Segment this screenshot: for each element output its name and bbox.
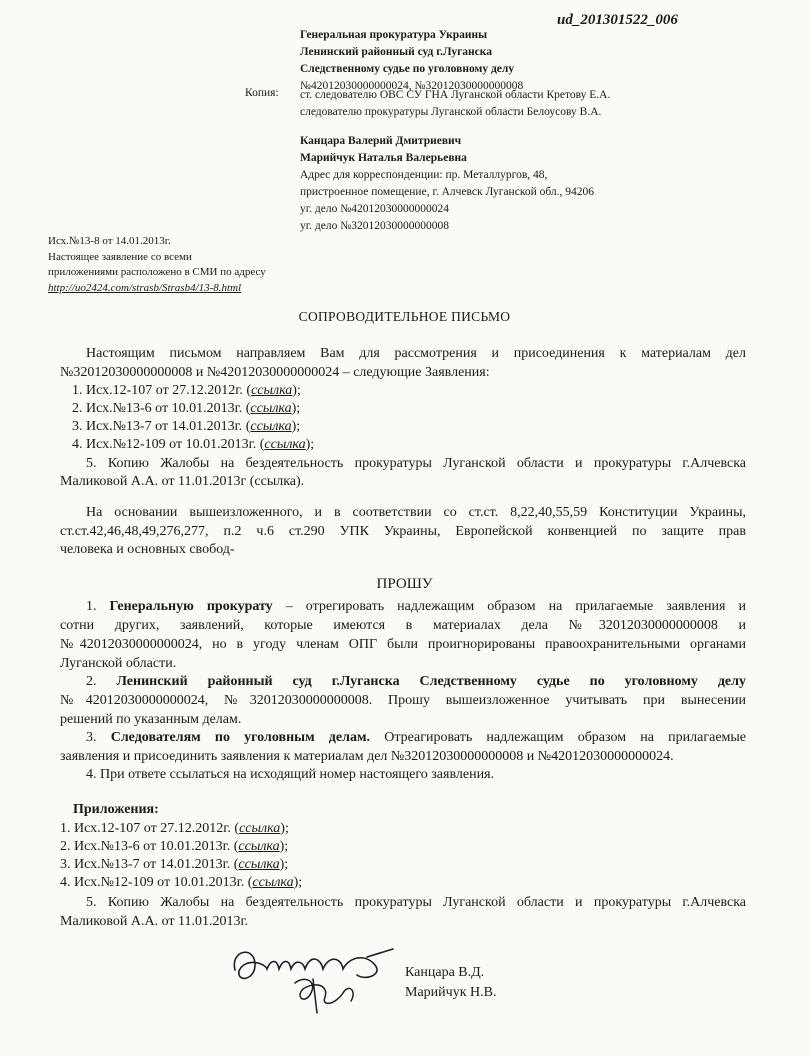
sender-line: Канцара Валерий Дмитриевич xyxy=(300,135,462,147)
recipient-line: Следственному судье по уголовному делу xyxy=(300,63,515,75)
case-line: уг. дело №32012030000000008 xyxy=(300,220,449,232)
basis-line-1: На основании вышеизложенного, и в соответствии со ст.ст. 8,22,40,55,59 Конституции Украины, xyxy=(86,505,746,520)
basis-line-2: ст.ст.42,46,48,49,276,277, п.2 ч.6 ст.290 УПК Украины, Европейской конвенцией по защите прав xyxy=(60,524,746,539)
senders-block xyxy=(300,133,594,235)
side-note-line: Настоящее заявление со всеми xyxy=(48,250,192,263)
request-2-line-3: решений по указанным делам. xyxy=(60,712,242,727)
signer-name: Марийчук Н.В. xyxy=(405,985,497,1000)
request-heading: ПРОШУ xyxy=(376,576,433,592)
address-line: пристроенное помещение, г. Алчевск Луганской обл., 94206 xyxy=(300,186,595,198)
side-note-line: приложениями расположено в СМИ по адресу xyxy=(48,266,266,278)
intro-line-1: Настоящим письмом направляем Вам для рассмотрения и присоединения к материалам дел xyxy=(86,346,746,361)
item5-line-1: 5. Копию Жалобы на бездеятельность прокуратуры Луганской области и прокуратуры г.Алчевска xyxy=(86,456,746,471)
copy-line: следователю прокуратуры Луганской области Белоусову В.А. xyxy=(300,106,602,118)
attachment5-line-1: 5. Копию Жалобы на бездеятельность прокуратуры Луганской области и прокуратуры г.Алчевска xyxy=(86,895,746,910)
attachment-item: 1. Исх.12-107 от 27.12.2012г. (ссылка); xyxy=(60,821,289,836)
list-item: 1. Исх.12-107 от 27.12.2012г. (ссылка); xyxy=(72,383,301,398)
link[interactable]: ссылка xyxy=(264,437,306,452)
attachment-item: 4. Исх.№12-109 от 10.01.2013г. (ссылка); xyxy=(60,875,303,890)
copy-line: ст. следователю ОВС СУ ГНА Луганской области Кретову Е.А. xyxy=(300,89,611,101)
side-note-line: Исх.№13-8 от 14.01.2013г. xyxy=(48,235,171,247)
attachment5-line-2: Маликовой А.А. от 11.01.2013г. xyxy=(60,914,249,929)
link[interactable]: ссылка xyxy=(250,401,292,416)
basis-line-3: человека и основных свобод- xyxy=(60,542,235,557)
signature-scribble xyxy=(225,935,405,1015)
side-note-url[interactable]: http://uo2424.com/strasb/Strasb4/13-8.html xyxy=(48,281,242,294)
request-2-line-1: 2. Ленинский районный суд г.Луганска Следственному судье по уголовному делу xyxy=(86,674,746,689)
request-2-line-2: №42012030000000024, №32012030000000008. Прошу вышеизложенное учитывать при вынесении xyxy=(60,693,746,708)
sender-line: Марийчук Наталья Валерьевна xyxy=(300,152,467,164)
request-1-line-2: сотни других, заявлений, которые имеются в материалах дела №32012030000000008 и xyxy=(60,618,746,633)
recipient-line: Ленинский районный суд г.Луганска xyxy=(300,46,492,58)
request-4: 4. При ответе ссылаться на исходящий номер настоящего заявления. xyxy=(86,767,495,782)
signature-names xyxy=(405,963,496,1003)
attachment-item: 3. Исх.№13-7 от 14.01.2013г. (ссылка); xyxy=(60,857,289,872)
document-title: СОПРОВОДИТЕЛЬНОЕ ПИСЬМО xyxy=(298,309,511,324)
side-note xyxy=(48,234,266,296)
request-1-line-1: 1. Генеральную прокурату – отрегировать надлежащим образом на прилагаемые заявления и xyxy=(86,599,747,614)
address-line: Адрес для корреспонденции: пр. Металлургов, 48, xyxy=(300,169,548,181)
recipient-line: №42012030000000024, №32012030000000008 xyxy=(300,80,524,92)
link[interactable]: ссылка xyxy=(239,821,281,836)
link[interactable]: ссылка xyxy=(252,875,294,890)
link[interactable]: ссылка xyxy=(251,383,293,398)
attachment-item: 2. Исх.№13-6 от 10.01.2013г. (ссылка); xyxy=(60,839,289,854)
list-item: 4. Исх.№12-109 от 10.01.2013г. (ссылка); xyxy=(72,437,315,452)
copy-block xyxy=(300,87,610,121)
request-3-line-2: заявления и присоединить заявления к материалам дел №32012030000000008 и №42012030000000024. xyxy=(60,749,674,764)
recipients-block xyxy=(300,27,523,95)
list-item: 3. Исх.№13-7 от 14.01.2013г. (ссылка); xyxy=(72,419,301,434)
link[interactable]: ссылка xyxy=(238,839,280,854)
link[interactable]: ссылка xyxy=(238,857,280,872)
request-3-line-1: 3. Следователям по уголовным делам. Отреагировать надлежащим образом на прилагаемые xyxy=(86,730,747,745)
recipient-line: Генеральная прокуратура Украины xyxy=(300,29,488,41)
item5-line-2: Маликовой А.А. от 11.01.2013г (ссылка). xyxy=(60,474,305,489)
signer-name: Канцара В.Д. xyxy=(405,965,485,980)
request-1-line-3: №42012030000000024, но в угоду членам ОПГ были проигнорированы правоохранительными органами xyxy=(60,637,746,652)
request-1-line-4: Луганской области. xyxy=(60,656,177,671)
document-id: ud_201301522_006 xyxy=(557,12,678,28)
copy-label: Копия: xyxy=(245,87,279,99)
attachments-heading: Приложения: xyxy=(73,802,159,817)
case-line: уг. дело №42012030000000024 xyxy=(300,203,449,215)
link[interactable]: ссылка xyxy=(250,419,292,434)
intro-line-2: №32012030000000008 и №42012030000000024 – следующие Заявления: xyxy=(60,365,490,380)
list-item: 2. Исх.№13-6 от 10.01.2013г. (ссылка); xyxy=(72,401,301,416)
